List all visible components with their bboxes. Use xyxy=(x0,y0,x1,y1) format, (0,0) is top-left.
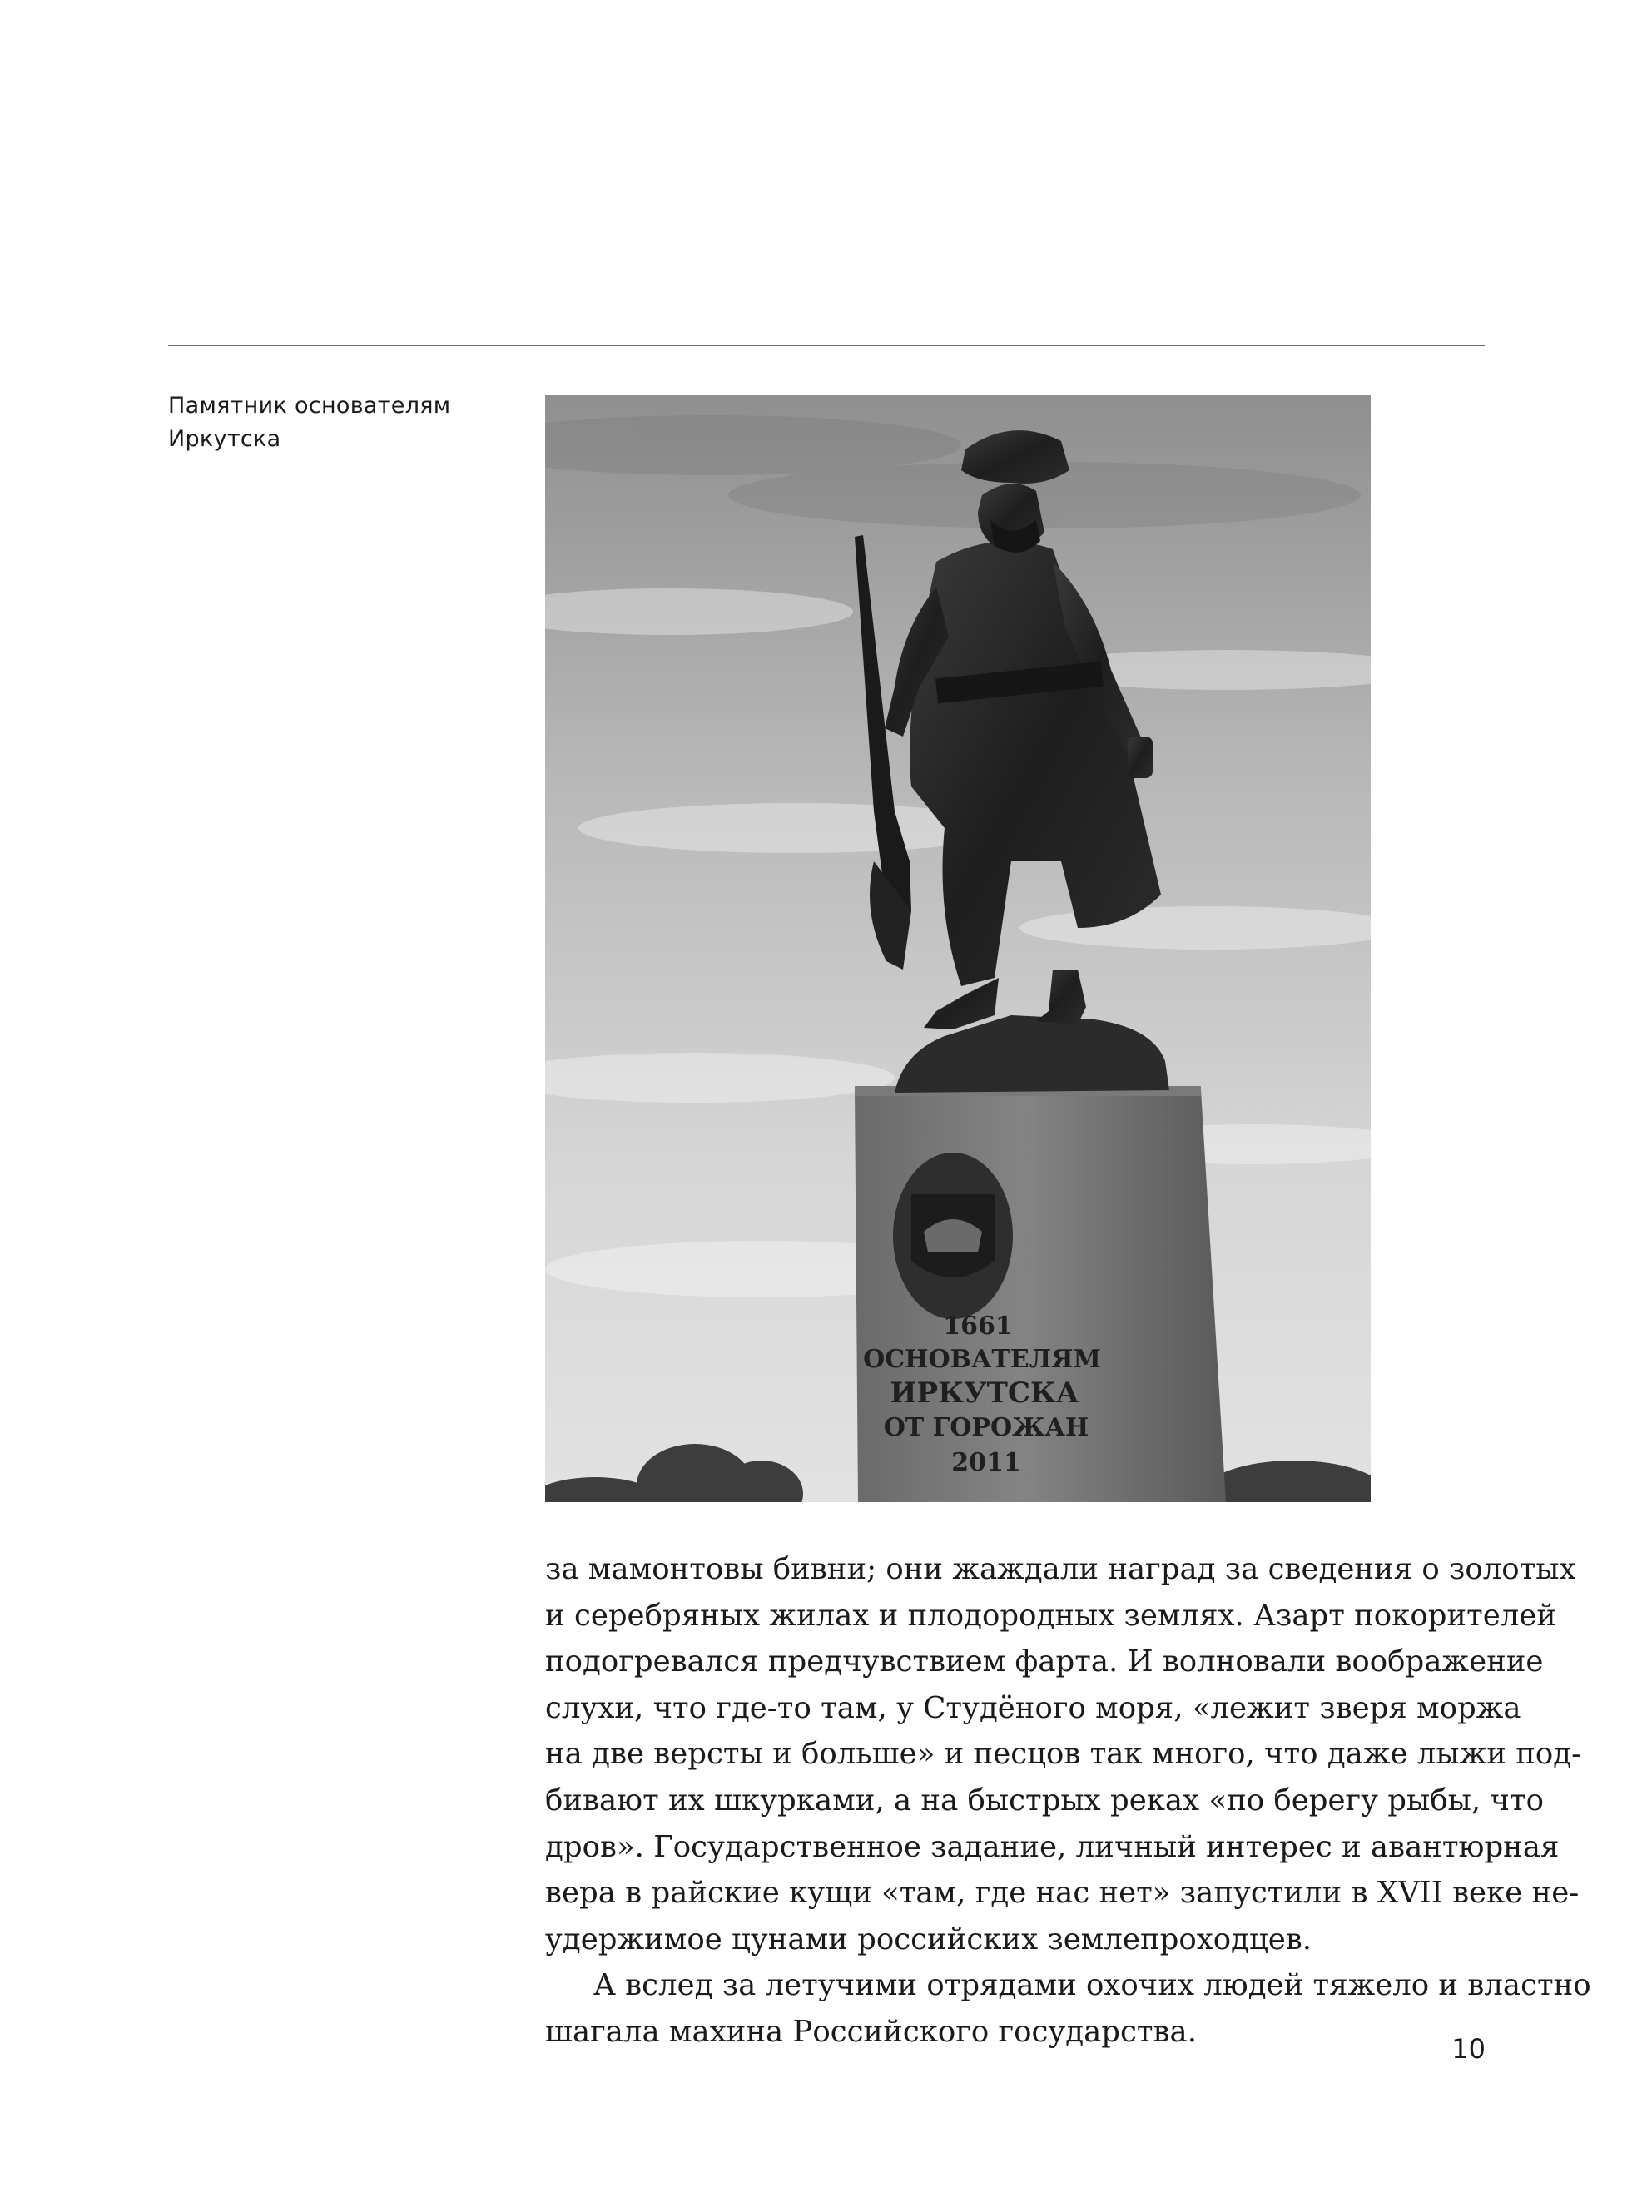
body-text xyxy=(545,1546,1591,2056)
page-number: 10 xyxy=(1451,2033,1486,2065)
caption-line-2: Иркутска xyxy=(168,426,281,452)
svg-text:ОТ ГОРОЖАН: ОТ ГОРОЖАН xyxy=(883,1413,1089,1442)
body-line: шагала махина Российского государства. xyxy=(545,2014,1197,2049)
body-line: А вслед за летучими отрядами охочих людей тяжело и властно xyxy=(593,1968,1591,2003)
body-line: и серебряных жилах и плодородных землях. Азарт покорителей xyxy=(545,1598,1556,1633)
svg-text:ИРКУТСКА: ИРКУТСКА xyxy=(890,1376,1079,1410)
caption-line-1: Памятник основателям xyxy=(168,393,451,419)
body-line: бивают их шкурками, а на быстрых реках «по берегу рыбы, что xyxy=(545,1783,1544,1818)
body-line: удержимое цунами российских землепроходцев. xyxy=(545,1922,1312,1957)
svg-text:1661: 1661 xyxy=(943,1312,1013,1341)
body-line: на две версты и больше» и песцов так много, что даже лыжи под- xyxy=(545,1737,1582,1772)
body-line: дров». Государственное задание, личный интерес и авантюрная xyxy=(545,1829,1560,1864)
body-line: слухи, что где-то там, у Студёного моря, «лежит зверя моржа xyxy=(545,1690,1521,1725)
body-line: вера в райские кущи «там, где нас нет» запустили в XVII веке не- xyxy=(545,1876,1580,1911)
coat-of-arms xyxy=(893,1153,1013,1319)
photo-caption xyxy=(168,389,518,456)
svg-text:2011: 2011 xyxy=(951,1448,1021,1477)
monument-photo xyxy=(545,395,1371,1502)
header-rule xyxy=(168,345,1485,346)
body-line: подогревался предчувствием фарта. И волновали воображение xyxy=(545,1644,1544,1679)
svg-text:ОСНОВАТЕЛЯМ: ОСНОВАТЕЛЯМ xyxy=(863,1345,1101,1374)
body-line: за мамонтовы бивни; они жаждали наград за сведения о золотых xyxy=(545,1552,1576,1586)
